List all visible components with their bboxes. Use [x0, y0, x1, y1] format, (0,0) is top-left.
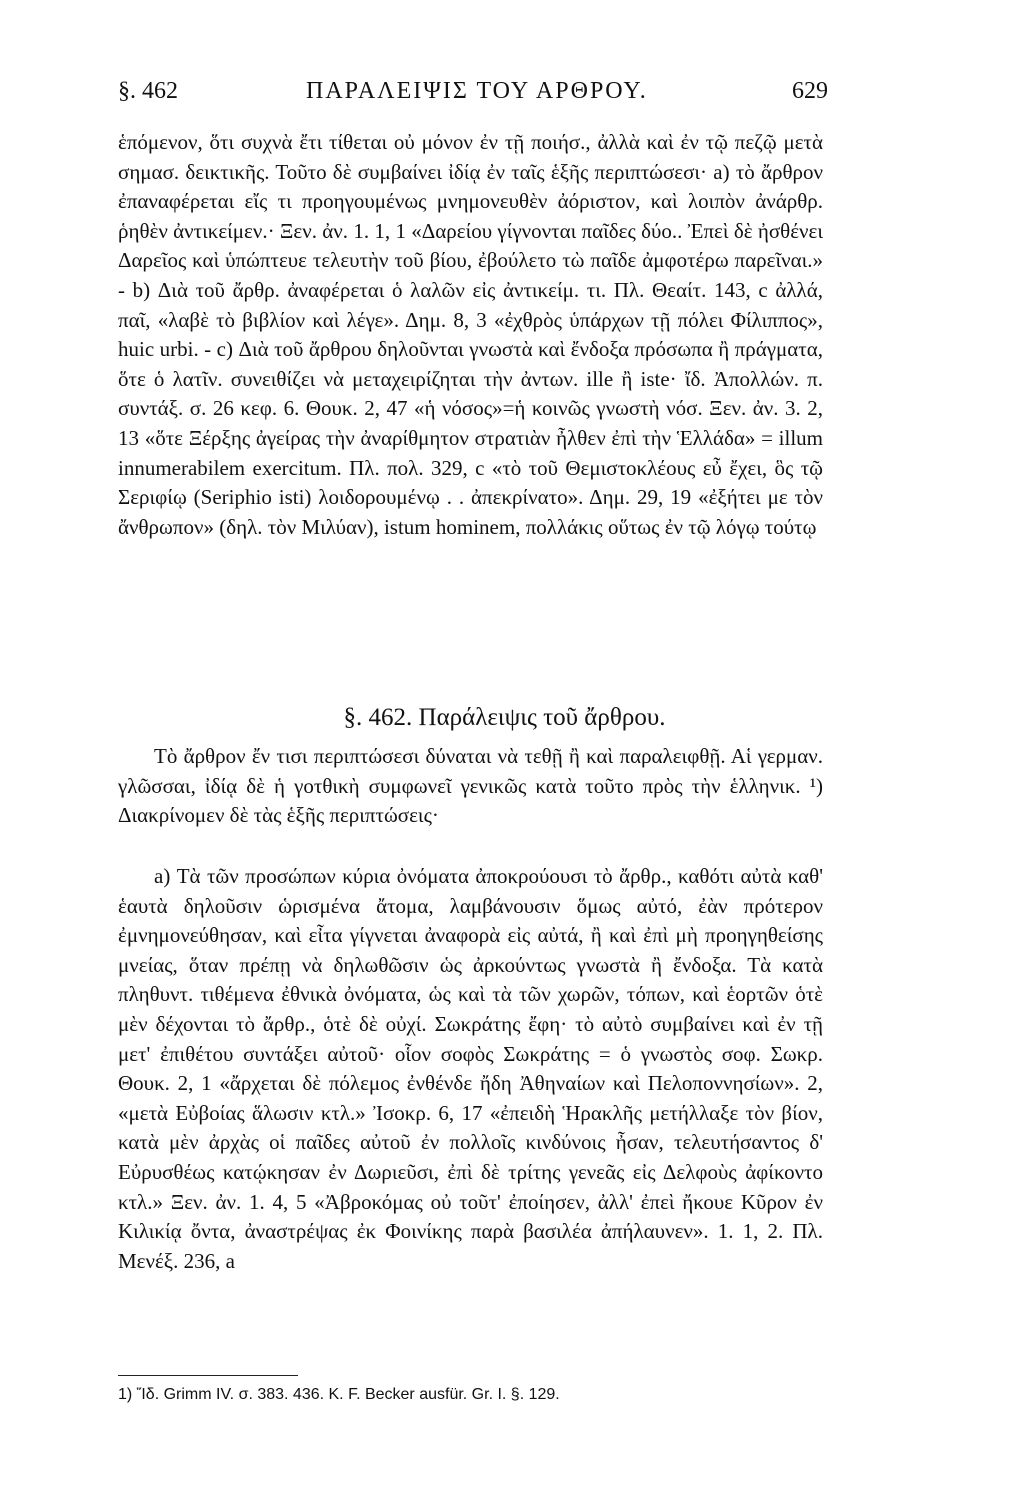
header-title: ΠΑΡΑΛΕΙΨΙΣ ΤΟΥ ΑΡΘΡΟΥ.: [306, 78, 648, 104]
running-header: [118, 78, 828, 118]
section-heading: §. 462. Παράλειψις τοῦ ἄρθρου.: [343, 704, 666, 731]
footnote: 1) Ἴδ. Grimm IV. σ. 383. 436. K. F. Becker ausfür. Gr. I. §. 129.: [118, 1386, 560, 1403]
page-number: 629: [792, 78, 828, 104]
footnote-rule: [118, 1375, 298, 1376]
body-paragraph-case-a: a) Τὰ τῶν προσώπων κύρια ὀνόματα ἀποκρούουσι τὸ ἄρθρ., καθότι αὐτὰ καθ' ἑαυτὰ δηλοῦσιν ὡρισμένα ἄτομα, λαμβάνουσιν ὅμως αὐτό, ἐὰν πρότερον ἐμνημονεύθησαν, καὶ εἶτα γίγνεται ἀναφορὰ εἰς αὐτά, ἢ καὶ ἐπὶ μὴ προηγηθείσης μνείας, ὅταν πρέπῃ νὰ δηλωθῶσιν ὡς ἀρκούντως γνωστὰ ἢ ἔνδοξα. Τὰ κατὰ πληθυντ. τιθέμενα ἐθνικὰ ὀνόματα, ὡς καὶ τὰ τῶν χωρῶν, τόπων, καὶ ἑορτῶν ὁτὲ μὲν δέχονται τὸ ἄρθρ., ὁτὲ δὲ οὐχί. Σωκράτης ἔφη· τὸ αὐτὸ συμβαίνει καὶ ἐν τῇ μετ' ἐπιθέτου συντάξει αὐτοῦ· οἷον σοφὸς Σωκράτης = ὁ γνωστὸς σοφ. Σωκρ. Θουκ. 2, 1 «ἄρχεται δὲ πόλεμος ἐνθένδε ἤδη Ἀθηναίων καὶ Πελοποννησίων». 2, «μετὰ Εὐβοίας ἅλωσιν κτλ.» Ἰσοκρ. 6, 17 «ἐπειδὴ Ἡρακλῆς μετήλλαξε τὸν βίον, κατὰ μὲν ἀρχὰς οἱ παῖδες αὐτοῦ ἐν πολλοῖς κινδύνοις ἦσαν, τελευτήσαντος δ' Εὐρυσθέως κατῴκησαν ἐν Δωριεῦσι, ἐπὶ δὲ τρίτης γενεᾶς εἰς Δελφοὺς ἀφίκοντο κτλ.» Ξεν. ἀν. 1. 4, 5 «Ἀβροκόμας οὐ τοῦτ' ἐποίησεν, ἀλλ' ἐπεὶ ἤκουε Κῦρον ἐν Κιλικίᾳ ὄντα, ἀναστρέψας ἐκ Φοινίκης παρὰ βασιλέα ἀπήλαυνεν». 1. 1, 2. Πλ. Μενέξ. 236, a: [118, 864, 823, 1273]
body-paragraph-intro: Τὸ ἄρθρον ἔν τισι περιπτώσεσι δύναται νὰ τεθῇ ἢ καὶ παραλειφθῇ. Αἱ γερμαν. γλῶσσαι, ἰδίᾳ δὲ ἡ γοτθικὴ συμφωνεῖ γενικῶς κατὰ τοῦτο πρὸς τὴν ἑλληνικ. ¹) Διακρίνομεν δὲ τὰς ἑξῆς περιπτώσεις·: [118, 744, 823, 828]
body-paragraph-continuation: ἑπόμενον, ὅτι συχνὰ ἔτι τίθεται οὐ μόνον ἐν τῇ ποιήσ., ἀλλὰ καὶ ἐν τῷ πεζῷ μετὰ σημασ. δεικτικῆς. Τοῦτο δὲ συμβαίνει ἰδίᾳ ἐν ταῖς ἑξῆς περιπτώσεσι· a) τὸ ἄρθρον ἐπαναφέρεται εἴς τι προηγουμένως μνημονευθὲν ἀόριστον, καὶ λοιπὸν ἀνάρθρ. ῥηθὲν ἀντικείμεν.· Ξεν. ἀν. 1. 1, 1 «Δαρείου γίγνονται παῖδες δύο.. Ἐπεὶ δὲ ἠσθένει Δαρεῖος καὶ ὑπώπτευε τελευτὴν τοῦ βίου, ἐβούλετο τὼ παῖδε ἀμφοτέρω παρεῖναι.» - b) Διὰ τοῦ ἄρθρ. ἀναφέρεται ὁ λαλῶν εἰς ἀντικείμ. τι. Πλ. Θεαίτ. 143, c ἀλλά, παῖ, «λαβὲ τὸ βιβλίον καὶ λέγε». Δημ. 8, 3 «ἐχθρὸς ὑπάρχων τῇ πόλει Φίλιππος», huic urbi. - c) Διὰ τοῦ ἄρθρου δηλοῦνται γνωστὰ καὶ ἔνδοξα πρόσωπα ἢ πράγματα, ὅτε ὁ λατῖν. συνειθίζει νὰ μεταχειρίζηται τὴν ἀντων. ille ἢ iste· ἴδ. Ἀπολλών. π. συντάξ. σ. 26 κεφ. 6. Θουκ. 2, 47 «ἡ νόσος»=ἡ κοινῶς γνωστὴ νόσ. Ξεν. ἀν. 3. 2, 13 «ὅτε Ξέρξης ἀγείρας τὴν ἀναρίθμητον στρατιὰν ἦλθεν ἐπὶ τὴν Ἑλλάδα» = illum innumerabilem exercitum. Πλ. πολ. 329, c «τὸ τοῦ Θεμιστοκλέους εὖ ἔχει, ὃς τῷ Σεριφίῳ (Seriphio isti) λοιδορουμένῳ . . ἀπεκρίνατο». Δημ. 29, 19 «ἐξήτει με τὸν ἄνθρωπον» (δηλ. τὸν Μιλύαν), istum hominem, πολλάκις οὕτως ἐν τῷ λόγῳ τούτῳ: [118, 130, 823, 539]
header-section-ref: §. 462: [118, 78, 178, 104]
